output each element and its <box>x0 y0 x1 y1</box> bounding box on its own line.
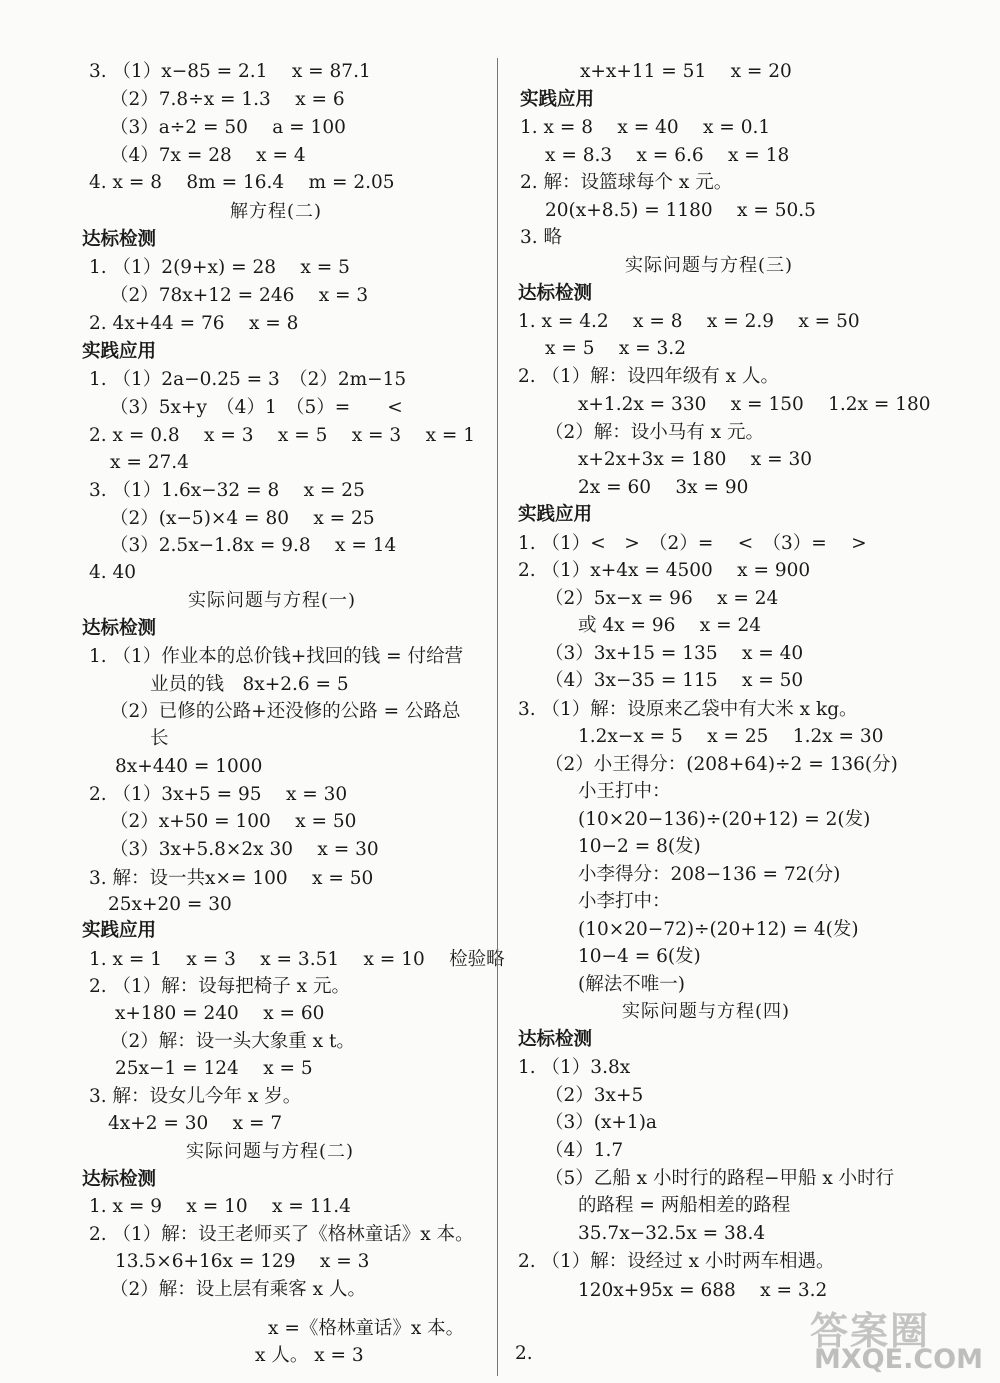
answer-line: （2）x+50 = 100 x = 50 <box>110 811 357 832</box>
answer-line: 或 4x = 96 x = 24 <box>578 615 762 636</box>
answer-line: （3）3x+5.8×2x 30 x = 30 <box>110 839 379 860</box>
section-heading: 达标检测 <box>82 1169 157 1190</box>
answer-line: （2）(x−5)×4 = 80 x = 25 <box>110 508 375 529</box>
answer-line: 20(x+8.5) = 1180 x = 50.5 <box>545 200 816 221</box>
answer-line: （5）乙船 x 小时行的路程−甲船 x 小时行 <box>545 1168 895 1189</box>
answer-line: x 人。 x = 3 <box>255 1345 364 1366</box>
answer-line: 1. （1）2(9+x) = 28 x = 5 <box>89 257 350 278</box>
answer-line: 10−2 = 8(发) <box>578 836 701 857</box>
section-title: 实际问题与方程(三) <box>625 255 794 276</box>
answer-line: 1.2x−x = 5 x = 25 1.2x = 30 <box>578 726 884 747</box>
answer-line: x =《格林童话》x 本。 <box>268 1318 465 1339</box>
answer-line: 2. 解：设篮球每个 x 元。 <box>520 172 733 193</box>
answer-line: 小李得分：208−136 = 72(分) <box>578 864 841 885</box>
answer-line: 1. x = 9 x = 10 x = 11.4 <box>89 1196 351 1217</box>
section-title: 实际问题与方程(二) <box>186 1141 355 1162</box>
answer-line: x = 27.4 <box>110 452 189 473</box>
answer-line: （4）7x = 28 x = 4 <box>110 145 306 166</box>
answer-line: x+2x+3x = 180 x = 30 <box>578 449 813 470</box>
answer-line: 1. （1）2a−0.25 = 3 （2）2m−15 <box>89 369 407 390</box>
answer-line: 2. 4x+44 = 76 x = 8 <box>89 313 299 334</box>
answer-line: 4. 40 <box>89 562 137 583</box>
answer-line: 25x+20 = 30 <box>108 894 232 915</box>
answer-line: (10×20−72)÷(20+12) = 4(发) <box>578 919 859 940</box>
answer-line: （2）7.8÷x = 1.3 x = 6 <box>110 89 345 110</box>
answer-line: 小李打中： <box>578 891 671 912</box>
answer-line: x = 5 x = 3.2 <box>545 338 686 359</box>
answer-line: 长 <box>150 728 169 749</box>
answer-line: （2）5x−x = 96 x = 24 <box>545 588 779 609</box>
watermark-url: MXQE.COM <box>814 1344 983 1375</box>
answer-line: 3. 解：设一共x×= 100 x = 50 <box>89 868 374 889</box>
answer-line: 3. 略 <box>520 227 563 248</box>
answer-line: (解法不唯一) <box>578 974 685 995</box>
section-heading: 达标检测 <box>82 618 157 639</box>
section-title: 实际问题与方程(一) <box>188 590 357 611</box>
answer-line: 2x = 60 3x = 90 <box>578 477 749 498</box>
column-divider <box>497 58 498 1376</box>
answer-line: 1. （1）作业本的总价钱+找回的钱 = 付给营 <box>89 646 464 667</box>
answer-line: 1. x = 8 x = 40 x = 0.1 <box>520 117 771 138</box>
answer-line: （2）解：设小马有 x 元。 <box>545 422 764 443</box>
answer-line: 2. <box>515 1343 533 1364</box>
answer-line: （2）小王得分：(208+64)÷2 = 136(分) <box>545 754 898 775</box>
answer-line: 3. 解：设女儿今年 x 岁。 <box>89 1086 302 1107</box>
section-heading: 达标检测 <box>518 283 593 304</box>
answer-line: （2）解：设上层有乘客 x 人。 <box>110 1279 366 1300</box>
answer-line: 小王打中： <box>578 781 671 802</box>
answer-line: （3）(x+1)a <box>545 1112 657 1133</box>
answer-line: （4）3x−35 = 115 x = 50 <box>545 670 804 691</box>
answer-line: （3）a÷2 = 50 a = 100 <box>110 117 346 138</box>
answer-line: （2）解：设一头大象重 x t。 <box>110 1031 355 1052</box>
section-heading: 实践应用 <box>82 920 157 941</box>
watermark-logo: 答案圈 <box>810 1309 931 1353</box>
section-heading: 实践应用 <box>520 89 595 110</box>
answer-line: (10×20−136)÷(20+12) = 2(发) <box>578 809 871 830</box>
answer-line: （2）78x+12 = 246 x = 3 <box>110 285 369 306</box>
answer-line: 2. x = 0.8 x = 3 x = 5 x = 3 x = 1 <box>89 425 476 446</box>
answer-line: 10−4 = 6(发) <box>578 946 701 967</box>
answer-line: x+x+11 = 51 x = 20 <box>580 61 792 82</box>
section-title: 实际问题与方程(四) <box>622 1001 791 1022</box>
answer-line: 35.7x−32.5x = 38.4 <box>578 1223 766 1244</box>
answer-line: 2. （1）解：设王老师买了《格林童话》x 本。 <box>89 1224 474 1245</box>
answer-line: 2. （1）解：设每把椅子 x 元。 <box>89 976 350 997</box>
answer-line: （2）已修的公路+还没修的公路 = 公路总 <box>110 701 461 722</box>
answer-line: 120x+95x = 688 x = 3.2 <box>578 1280 828 1301</box>
answer-line: （2）3x+5 <box>545 1085 644 1106</box>
answer-line: 3. （1）解：设原来乙袋中有大米 x kg。 <box>518 699 858 720</box>
watermark <box>810 1300 995 1380</box>
section-heading: 达标检测 <box>82 229 157 250</box>
section-heading: 实践应用 <box>518 504 593 525</box>
answer-line: 1. x = 4.2 x = 8 x = 2.9 x = 50 <box>518 311 860 332</box>
answer-line: 1. x = 1 x = 3 x = 3.51 x = 10 检验略 <box>89 949 505 970</box>
answer-line: 13.5×6+16x = 129 x = 3 <box>115 1251 370 1272</box>
answer-line: 2. （1）3x+5 = 95 x = 30 <box>89 784 348 805</box>
answer-line: 1. （1）3.8x <box>518 1057 631 1078</box>
answer-line: 4x+2 = 30 x = 7 <box>108 1113 283 1134</box>
section-heading: 达标检测 <box>518 1029 593 1050</box>
section-title: 解方程(二) <box>230 201 323 222</box>
answer-line: （3）2.5x−1.8x = 9.8 x = 14 <box>110 535 397 556</box>
answer-line: 3. （1）1.6x−32 = 8 x = 25 <box>89 480 365 501</box>
answer-line: 8x+440 = 1000 <box>115 756 263 777</box>
answer-line: 2. （1）x+4x = 4500 x = 900 <box>518 560 811 581</box>
answer-line: 业员的钱 8x+2.6 = 5 <box>150 674 349 695</box>
answer-line: 2. （1）解：设四年级有 x 人。 <box>518 366 779 387</box>
answer-line: 1. （1）< > （2）= < （3）= > <box>518 533 867 554</box>
answer-line: 的路程 = 两船相差的路程 <box>578 1195 791 1216</box>
answer-line: x+1.2x = 330 x = 150 1.2x = 180 <box>578 394 931 415</box>
answer-line: x = 8.3 x = 6.6 x = 18 <box>545 145 790 166</box>
section-heading: 实践应用 <box>82 341 157 362</box>
answer-line: 25x−1 = 124 x = 5 <box>115 1058 313 1079</box>
answer-line: （3）3x+15 = 135 x = 40 <box>545 643 804 664</box>
answer-line: x+180 = 240 x = 60 <box>115 1003 325 1024</box>
answer-line: 2. （1）解：设经过 x 小时两车相遇。 <box>518 1251 835 1272</box>
answer-line: （4）1.7 <box>545 1140 624 1161</box>
answer-line: （3）5x+y （4）1 （5）= < <box>110 397 403 418</box>
answer-line: 4. x = 8 8m = 16.4 m = 2.05 <box>89 172 395 193</box>
answer-line: 3. （1）x−85 = 2.1 x = 87.1 <box>89 61 371 82</box>
